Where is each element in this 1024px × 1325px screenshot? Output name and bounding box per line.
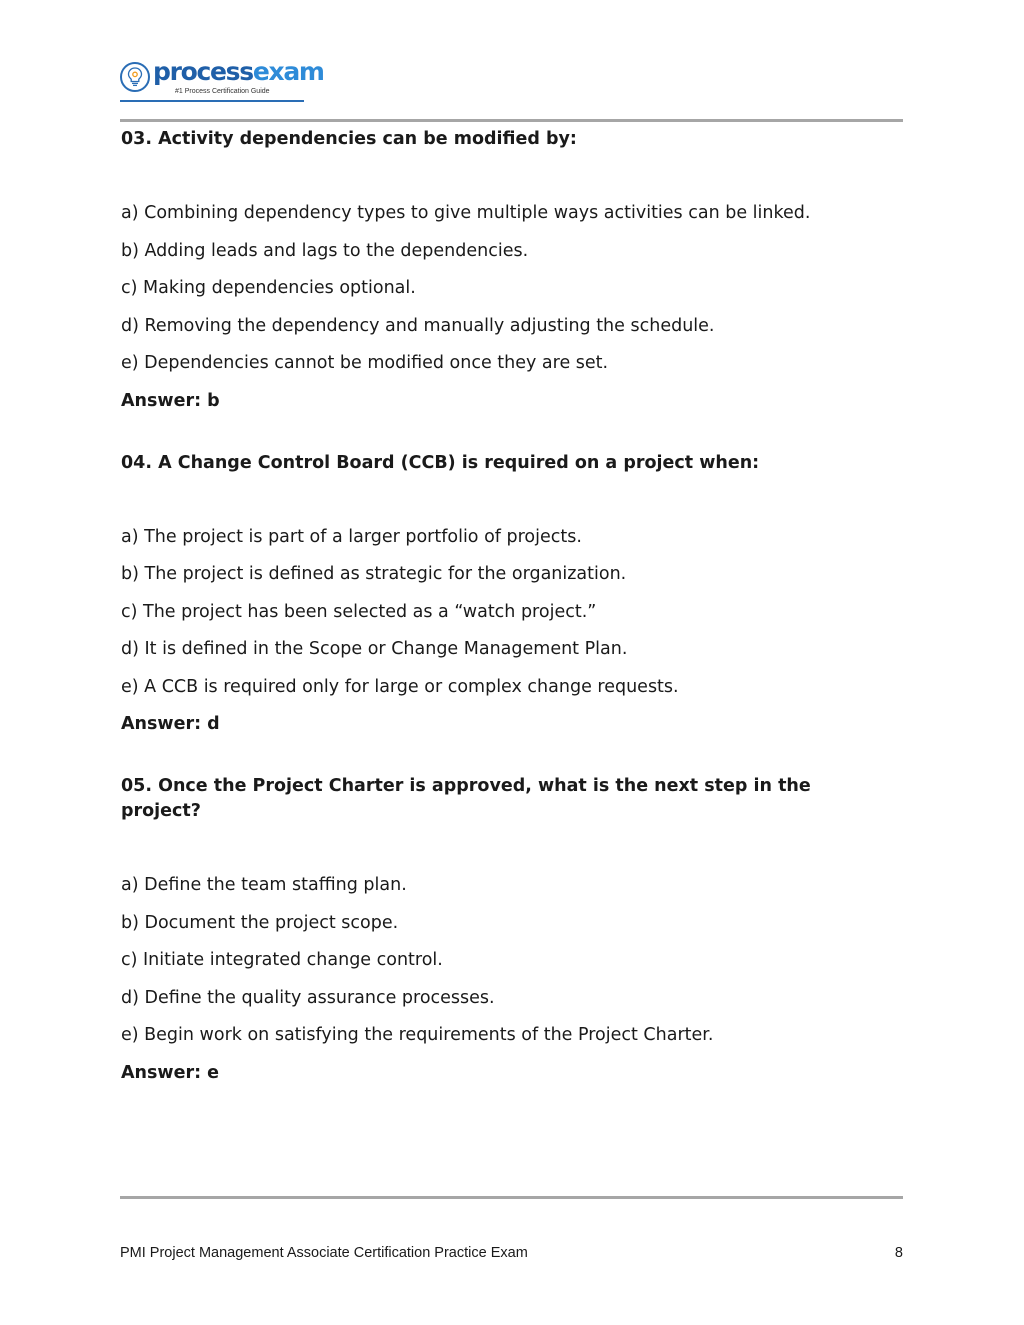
option-a: a) The project is part of a larger portfolio of projects.	[121, 526, 582, 547]
answer-text: Answer: b	[121, 390, 220, 411]
question-text: 04. A Change Control Board (CCB) is required on a project when:	[121, 452, 760, 473]
header-divider	[120, 119, 903, 122]
logo-underline	[120, 100, 304, 102]
option-d: d) It is defined in the Scope or Change Management Plan.	[121, 639, 628, 659]
question-block-05	[121, 774, 861, 1086]
option-e: e) Dependencies cannot be modified once they are set.	[121, 353, 609, 373]
option-c: c) Initiate integrated change control.	[121, 950, 443, 970]
option-c: c) The project has been selected as a “watch project.”	[121, 601, 597, 622]
option-c: c) Making dependencies optional.	[121, 278, 416, 298]
question-list	[121, 126, 861, 1123]
answer-text: Answer: d	[121, 714, 220, 734]
option-e: e) A CCB is required only for large or complex change requests.	[121, 676, 679, 697]
option-b: b) Adding leads and lags to the dependencies.	[121, 240, 529, 261]
question-text: 05. Once the Project Charter is approved, what is the next step in the project?	[121, 776, 811, 821]
option-b: b) The project is defined as strategic for the organization.	[121, 564, 627, 584]
page-number: 8	[894, 1245, 903, 1261]
option-a: a) Define the team staffing plan.	[121, 875, 407, 895]
option-d: d) Removing the dependency and manually adjusting the schedule.	[121, 315, 715, 336]
option-e: e) Begin work on satisfying the requirements of the Project Charter.	[121, 1025, 714, 1045]
question-text: 03. Activity dependencies can be modified by:	[121, 129, 577, 149]
question-block-04	[121, 451, 861, 738]
lightbulb-gear-icon	[120, 62, 150, 92]
question-block-03	[121, 127, 861, 414]
footer-title: PMI Project Management Associate Certification Practice Exam	[120, 1245, 528, 1261]
logo-tagline: #1 Process Certification Guide	[175, 88, 270, 95]
footer-divider	[120, 1196, 903, 1199]
logo-wordmark	[153, 57, 324, 87]
option-a: a) Combining dependency types to give multiple ways activities can be linked.	[121, 203, 811, 223]
answer-text: Answer: e	[121, 1062, 220, 1083]
logo-word-part2: exam	[252, 57, 324, 86]
option-d: d) Define the quality assurance processes.	[121, 987, 495, 1008]
option-b: b) Document the project scope.	[121, 912, 399, 933]
brand-logo	[120, 57, 324, 104]
logo-word-part1: process	[153, 57, 253, 86]
